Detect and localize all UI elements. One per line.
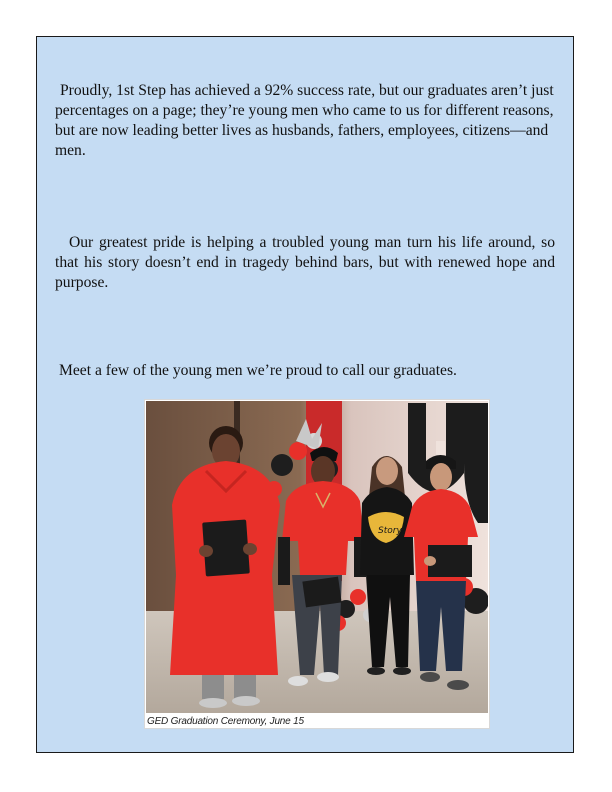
graduation-photo-frame: [144, 399, 490, 729]
content-panel: [36, 36, 574, 753]
meet-graduates-paragraph: Meet a few of the young men we’re proud to call our graduates.: [59, 362, 457, 379]
success-rate-paragraph: Proudly, 1st Step has achieved a 92% success rate, but our graduates aren’t just percentages on a page; they’re young men who came to us for different reasons, but are now leading better lives as husbands, fathers, employees, citizens—and men.: [55, 82, 554, 159]
graduation-photo: [146, 401, 488, 713]
shirt-logo-text: Story: [378, 526, 402, 536]
photo-caption: GED Graduation Ceremony, June 15: [147, 716, 304, 727]
greatest-pride-paragraph: Our greatest pride is helping a troubled young man turn his life around, so that his story doesn’t end in tragedy behind bars, but with renewed hope and purpose.: [55, 234, 555, 291]
